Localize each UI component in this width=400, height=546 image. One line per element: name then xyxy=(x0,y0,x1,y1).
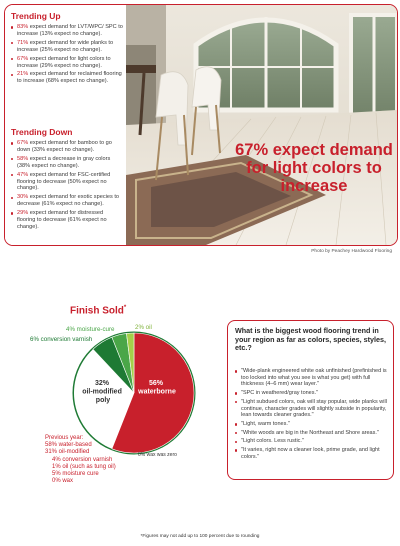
list-item: "Wide-plank engineered white oak unfinished (prefinished is too locked into what you see is what you get) with full thickness (4–6 mm) wear layer." xyxy=(235,368,387,388)
list-item: 30% expect demand for exotic species to decrease (61% expect no change). xyxy=(11,194,123,208)
footnote: *Figures may not add up to 100 percent due to rounding xyxy=(140,534,260,539)
label-line: poly xyxy=(95,397,111,404)
question-heading: What is the biggest wood flooring trend in your region as far as colors, species, styles, etc.? xyxy=(235,326,387,353)
list-item: 29% expect demand for distressed flooring to decrease (61% expect no change). xyxy=(11,210,123,231)
label-line: 32% xyxy=(95,380,110,387)
previous-year-line: 5% moisture cure xyxy=(52,471,99,478)
previous-year-line: 4% conversion varnish xyxy=(52,456,113,463)
previous-year-line: 1% oil (such as tung oil) xyxy=(52,463,116,470)
label-line: waterborne xyxy=(138,388,176,396)
trending-down-title: Trending Down xyxy=(11,127,73,137)
wax-note: 0% wax was zero xyxy=(138,452,177,458)
slice-label: 4% moisture-cure xyxy=(66,326,115,333)
finish-chart-title: Finish Sold* xyxy=(70,305,127,317)
list-item: "It varies, right now a cleaner look, prime grade, and light colors." xyxy=(235,447,387,460)
previous-year-line: 58% water-based xyxy=(45,442,92,449)
room-image xyxy=(126,5,397,245)
list-item: "SPC in weathered/gray tones." xyxy=(235,390,387,397)
list-item: 67% expect demand for light colors to increase (29% expect no change). xyxy=(11,56,123,70)
slice-label: 2% oil xyxy=(135,324,152,331)
photo-credit: Photo by Peachey Hardwood Flooring xyxy=(311,249,392,254)
trending-up-title: Trending Up xyxy=(11,11,61,21)
previous-year-line: 31% oil-modified xyxy=(45,449,90,456)
list-item: 67% expect demand for bamboo to go down (33% expect no change). xyxy=(11,140,123,154)
list-item: "Light subdued colors, oak will stay popular, wide planks will continue, character grades will slightly subside in popularity, lean towards cleaner grades." xyxy=(235,399,387,419)
trending-up-list xyxy=(11,24,123,87)
list-item: 21% expect demand for reclaimed flooring to increase (68% expect no change). xyxy=(11,71,123,85)
trend-question-box xyxy=(227,320,394,480)
interior-photo xyxy=(126,5,397,245)
trends-card xyxy=(4,4,398,246)
previous-year-line: 0% wax xyxy=(52,478,74,485)
previous-year xyxy=(45,435,116,485)
quote-list xyxy=(235,368,387,462)
list-item: "Light colors. Less rustic." xyxy=(235,438,387,445)
list-item: "Light, warm tones." xyxy=(235,421,387,428)
label-line: oil-modified xyxy=(82,388,122,396)
list-item: 58% expect a decrease in gray colors (38% expect no change). xyxy=(11,156,123,170)
light-colors-callout: 67% expect demand for light colors to increase xyxy=(235,141,393,195)
trending-down-list xyxy=(11,140,123,233)
slice-label: 6% conversion varnish xyxy=(30,336,93,343)
trends-text-panel xyxy=(5,5,126,245)
list-item: 83% expect demand for LVT/WPC/ SPC to increase (13% expect no change). xyxy=(11,24,123,38)
list-item: 71% expect demand for wide planks to increase (25% expect no change). xyxy=(11,40,123,54)
list-item: "White woods are big in the Northeast and Shore areas." xyxy=(235,430,387,437)
label-line: 56% xyxy=(149,380,164,387)
previous-year-title: Previous year: xyxy=(45,435,84,441)
list-item: 47% expect demand for FSC-certified flooring to decrease (50% expect no change). xyxy=(11,172,123,193)
